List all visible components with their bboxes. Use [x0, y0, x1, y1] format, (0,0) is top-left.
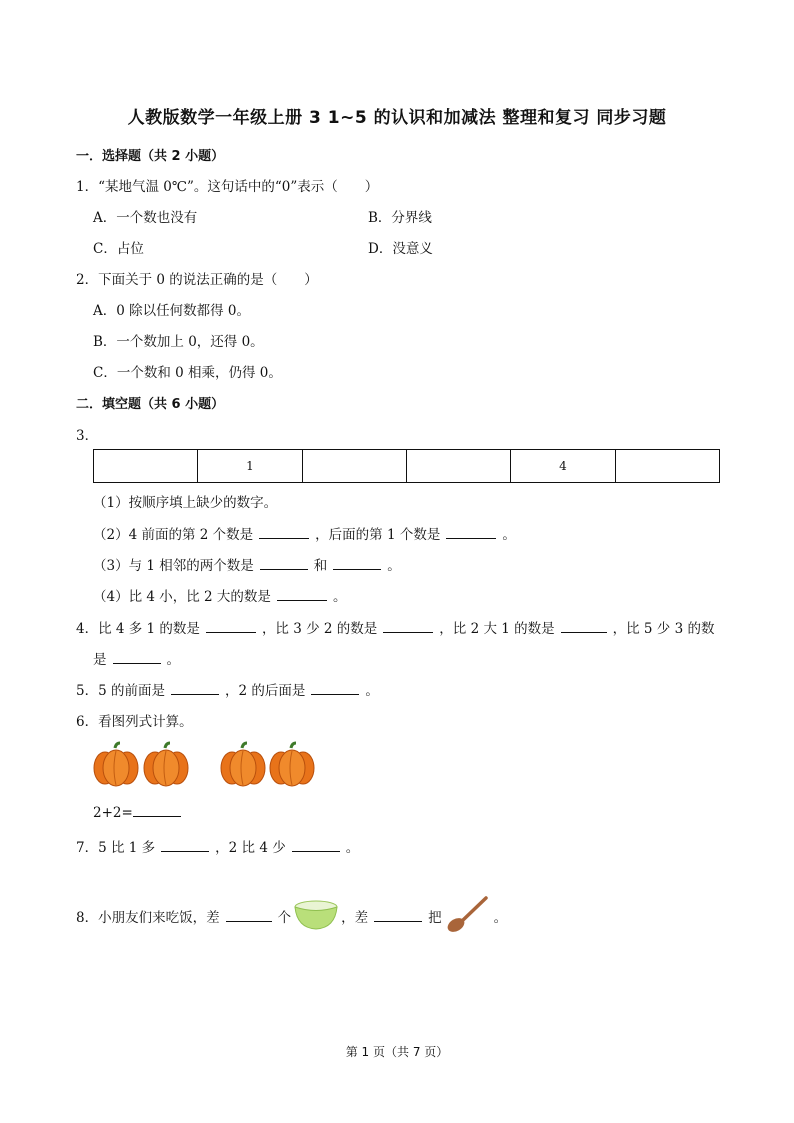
answer-blank[interactable]	[277, 588, 327, 601]
q8	[76, 894, 507, 934]
q3-sub3-text: 和	[313, 558, 328, 574]
q4-text: ，比 3 少 2 的数是	[261, 621, 378, 637]
q8-text: 个	[277, 910, 292, 926]
answer-blank[interactable]	[206, 620, 256, 633]
number-sequence-table	[93, 449, 720, 483]
q6-stem: 6．看图列式计算。	[76, 714, 193, 730]
answer-blank[interactable]	[259, 526, 309, 539]
answer-blank[interactable]	[161, 839, 209, 852]
pumpkin-icon	[270, 743, 314, 786]
spoon-icon	[446, 894, 490, 934]
q2-option-b: B．一个数加上 0，还得 0。	[93, 334, 264, 350]
answer-blank[interactable]	[446, 526, 496, 539]
q3-sub4-text: 。	[332, 589, 347, 605]
section-heading-fill: 二．填空题（共 6 小题）	[76, 397, 225, 412]
q1-option-c: C．占位	[93, 241, 144, 257]
q5-text: 。	[365, 683, 379, 699]
q3-sub4-text: （4）比 4 小，比 2 大的数是	[93, 589, 271, 605]
q1-stem: 1．“某地气温 0℃”。这句话中的“0”表示（ ）	[76, 179, 379, 195]
answer-blank[interactable]	[333, 557, 381, 570]
q3-sub2-text: （2）4 前面的第 2 个数是	[93, 527, 254, 543]
q3-sub2	[93, 523, 516, 543]
q3-number: 3．	[76, 428, 99, 444]
q3-sub3	[93, 554, 401, 574]
q3-sub3-text: （3）与 1 相邻的两个数是	[93, 558, 254, 574]
q7-text: ，2 比 4 少	[215, 840, 286, 856]
q5-text: ，2 的后面是	[224, 683, 306, 699]
bowl-icon	[293, 898, 339, 932]
q2-option-a: A．0 除以任何数都得 0。	[93, 303, 251, 319]
q3-sub2-text: ，后面的第 1 个数是	[315, 527, 441, 543]
answer-blank[interactable]	[292, 839, 340, 852]
answer-blank[interactable]	[383, 620, 433, 633]
answer-blank[interactable]	[311, 682, 359, 695]
q3-sub2-text: 。	[502, 527, 516, 543]
pumpkin-picture	[93, 741, 333, 787]
q7-text: 。	[345, 840, 360, 856]
q6-equation	[93, 804, 187, 821]
pumpkin-icon	[221, 743, 265, 786]
q1-option-a: A．一个数也没有	[93, 210, 198, 226]
q4-text: ，比 5 少 3 的数	[612, 621, 715, 637]
q3-sub3-text: 。	[387, 558, 401, 574]
answer-blank[interactable]	[561, 620, 607, 633]
q4-text: ，比 2 大 1 的数是	[439, 621, 555, 637]
pumpkin-icon	[94, 743, 138, 786]
q8-text: 。	[493, 910, 508, 926]
q7-text: 7．5 比 1 多	[76, 840, 156, 856]
q4-text: 4．比 4 多 1 的数是	[76, 621, 200, 637]
q5-text: 5．5 的前面是	[76, 683, 165, 699]
q8-text: ，差	[341, 910, 369, 926]
sequence-cell: 1	[198, 450, 302, 483]
sequence-cell[interactable]	[406, 450, 510, 483]
q1-option-d: D．没意义	[368, 241, 433, 257]
q3-sub1: （1）按顺序填上缺少的数字。	[93, 495, 278, 511]
answer-blank[interactable]	[133, 804, 181, 817]
q8-text: 把	[428, 910, 442, 926]
section-heading-choice: 一．选择题（共 2 小题）	[76, 149, 225, 164]
q8-text: 8．小朋友们来吃饭，差	[76, 910, 220, 926]
answer-blank[interactable]	[260, 557, 308, 570]
q7	[76, 836, 359, 856]
q2-stem: 2．下面关于 0 的说法正确的是（ ）	[76, 272, 318, 288]
q3-sub4	[93, 585, 346, 605]
page-footer: 第 1 页（共 7 页）	[345, 1045, 449, 1059]
q4-line2	[93, 648, 180, 668]
q4-line1	[76, 617, 714, 637]
answer-blank[interactable]	[113, 651, 161, 664]
page-title: 人教版数学一年级上册 3 1~5 的认识和加减法 整理和复习 同步习题	[127, 108, 667, 128]
sequence-cell: 4	[511, 450, 615, 483]
sequence-cell[interactable]	[94, 450, 198, 483]
pumpkin-icon	[144, 743, 188, 786]
answer-blank[interactable]	[226, 909, 272, 922]
q5	[76, 679, 379, 699]
sequence-cell[interactable]	[615, 450, 719, 483]
q2-option-c: C．一个数和 0 相乘，仍得 0。	[93, 365, 282, 381]
answer-blank[interactable]	[374, 909, 422, 922]
q4-text: 是	[93, 652, 107, 668]
sequence-cell[interactable]	[302, 450, 406, 483]
q4-text: 。	[166, 652, 180, 668]
q1-option-b: B．分界线	[368, 210, 432, 226]
answer-blank[interactable]	[171, 682, 219, 695]
q6-equation-text: 2+2=	[93, 805, 133, 821]
